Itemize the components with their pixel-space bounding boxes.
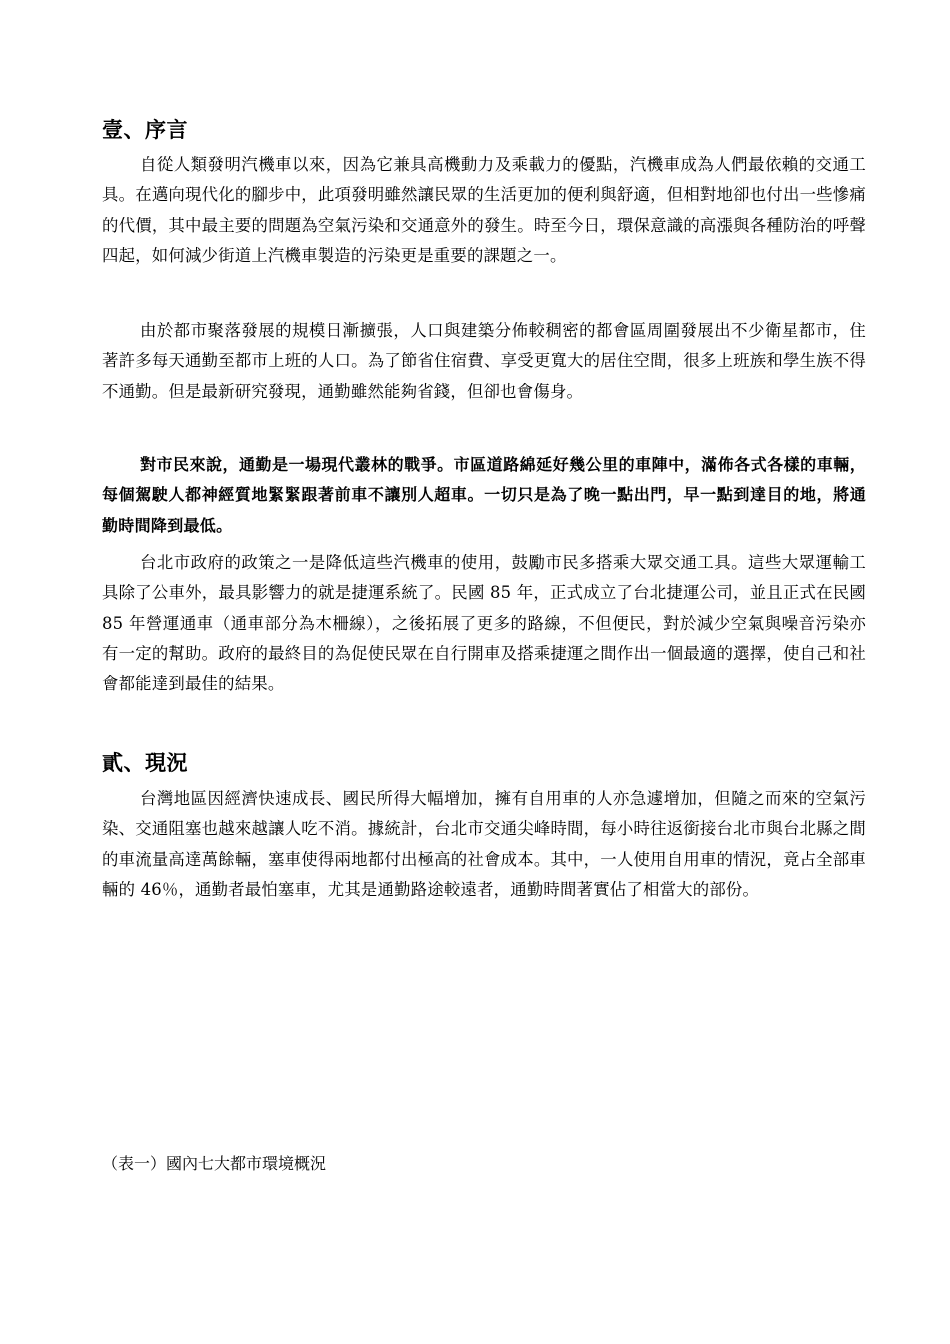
paragraph-current-status-1: 台灣地區因經濟快速成長、國民所得大幅增加，擁有自用車的人亦急遽增加，但隨之而來的空氣污染、交通阻塞也越來越讓人吃不消。據統計，台北市交通尖峰時間，每小時往返銜接台北市與台北縣之間的車流量高達萬餘輛，塞車使得兩地都付出極高的社會成本。其中，一人使用自用車的情況，竟占全部車輛的 46％，通勤者最怕塞車，尤其是通勤路途較遠者，通勤時間著實佔了相當大的部份。 xyxy=(102,789,866,899)
section-heading-current-status: 貳、現況 xyxy=(102,750,188,775)
section-heading-preface: 壹、序言 xyxy=(102,117,188,142)
table-caption: （表一）國內七大都市環境概況 xyxy=(102,1154,327,1173)
paragraph-preface-4: 台北市政府的政策之一是降低這些汽機車的使用，鼓勵市民多搭乘大眾交通工具。這些大眾運輸工具除了公車外，最具影響力的就是捷運系統了。民國 85 年，正式成立了台北捷運公司，並且正式在民國 85 年營運通車（通車部分為木柵線），之後拓展了更多的路線，不但便民，對於減少空氣與噪音污染亦有一定的幫助。政府的最終目的為促使民眾在自行開車及搭乘捷運之間作出一個最適的選擇，使自己和社會都能達到最佳的結果。 xyxy=(102,553,866,694)
paragraph-preface-2: 由於都市聚落發展的規模日漸擴張，人口與建築分佈較稠密的都會區周圍發展出不少衛星都市，住著許多每天通勤至都市上班的人口。為了節省住宿費、享受更寬大的居住空間，很多上班族和學生族不得不通勤。但是最新研究發現，通勤雖然能夠省錢，但卻也會傷身。 xyxy=(102,321,866,401)
paragraph-preface-1: 自從人類發明汽機車以來，因為它兼具高機動力及乘載力的優點，汽機車成為人們最依賴的交通工具。在邁向現代化的腳步中，此項發明雖然讓民眾的生活更加的便利與舒適，但相對地卻也付出一些慘痛的代價，其中最主要的問題為空氣污染和交通意外的發生。時至今日，環保意識的高漲與各種防治的呼聲四起，如何減少街道上汽機車製造的污染更是重要的課題之一。 xyxy=(102,155,866,265)
paragraph-preface-3-bold: 對市民來說，通勤是一場現代叢林的戰爭。市區道路綿延好幾公里的車陣中，滿佈各式各樣的車輛，每個駕駛人都神經質地緊緊跟著前車不讓別人超車。一切只是為了晚一點出門，早一點到達目的地，將通勤時間降到最低。 xyxy=(102,455,866,535)
